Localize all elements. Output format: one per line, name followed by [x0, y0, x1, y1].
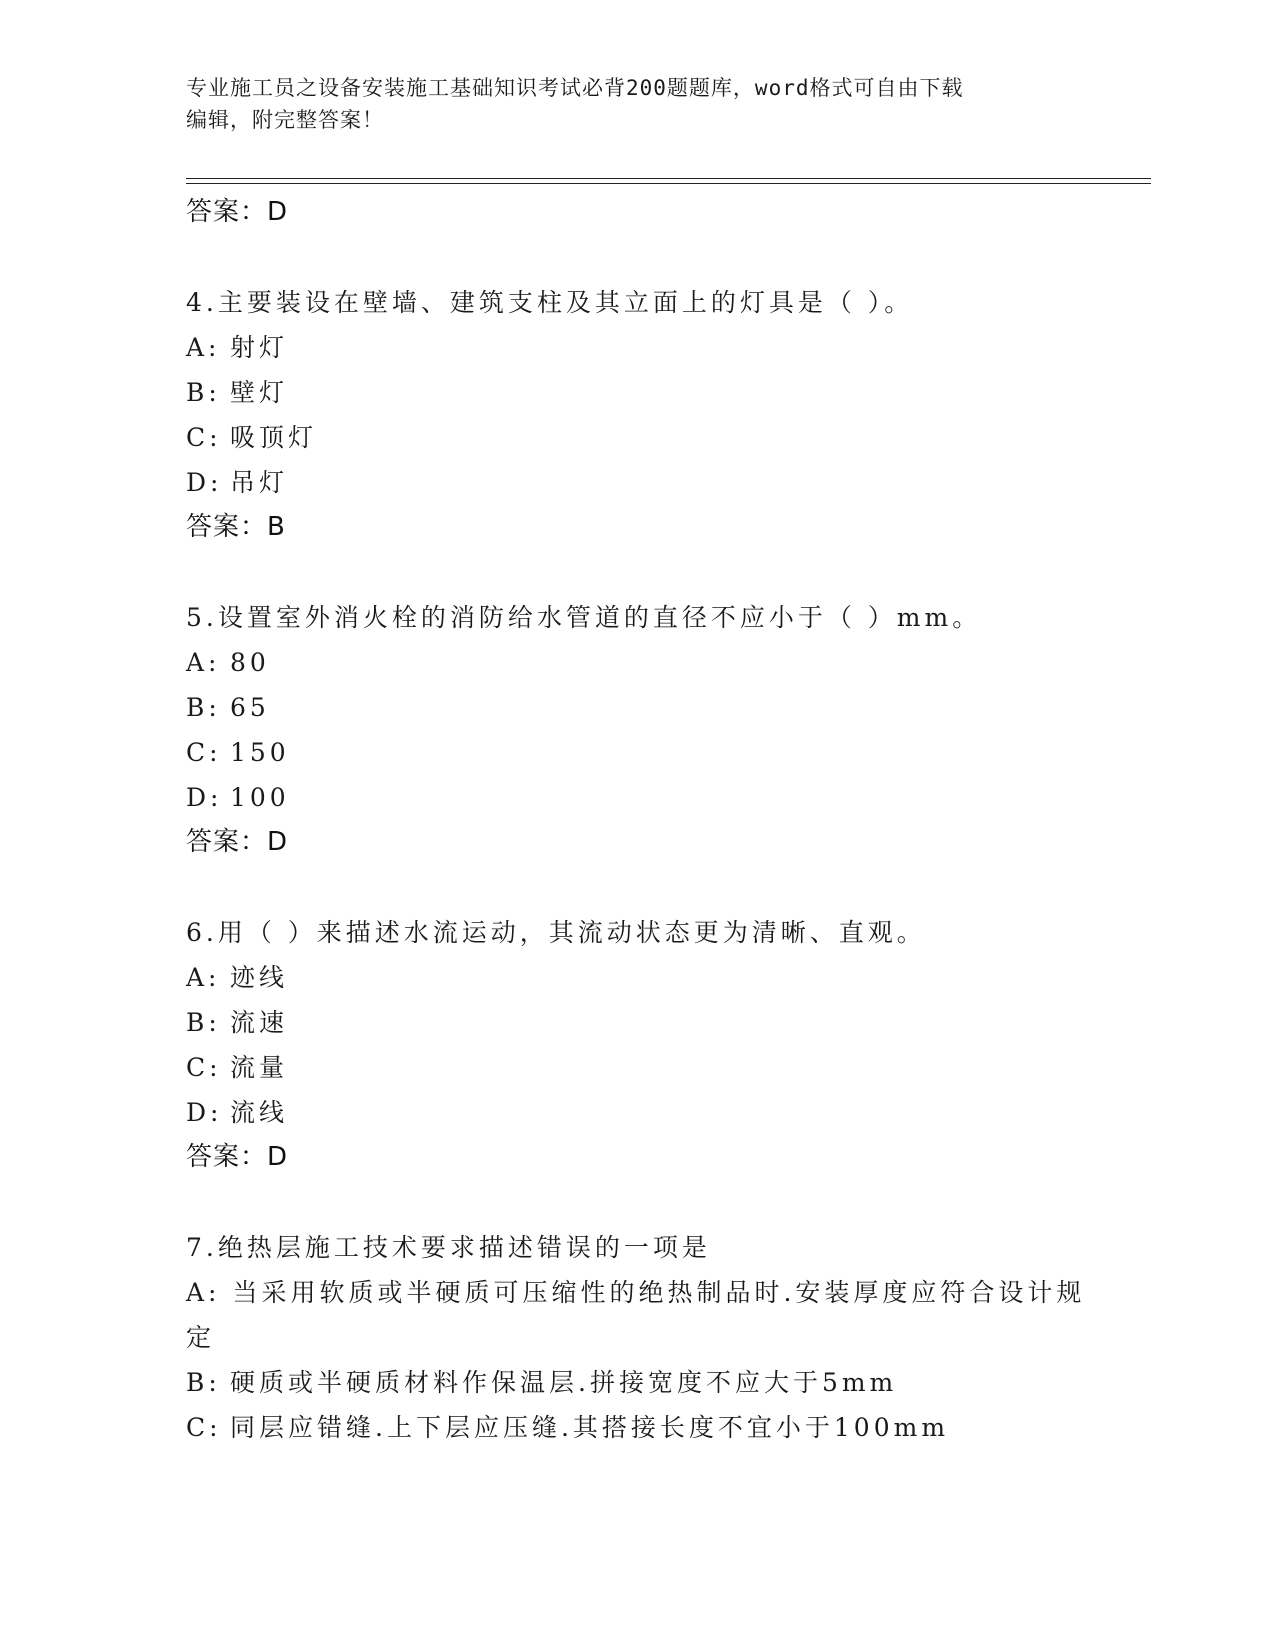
option-text: 65 [230, 693, 270, 722]
option-key: C: [186, 423, 222, 452]
option-b [186, 685, 1086, 730]
option-c [186, 730, 1086, 775]
option-key: B: [186, 1368, 221, 1397]
page-header [186, 72, 1086, 136]
option-text: 流速 [230, 1008, 289, 1037]
option-b [186, 1360, 1086, 1405]
question-6 [186, 910, 1086, 1180]
option-key: D: [186, 1098, 223, 1127]
option-key: A: [186, 963, 221, 992]
question-stem: 6.用（ ）来描述水流运动，其流动状态更为清晰、直观。 [186, 918, 926, 947]
option-b [186, 1000, 1086, 1045]
option-a [186, 955, 1086, 1000]
option-a [186, 640, 1086, 685]
option-text: 射灯 [230, 333, 289, 362]
header-rule-bottom [186, 183, 1151, 184]
option-a [186, 325, 1086, 370]
option-c [186, 1405, 1086, 1450]
option-key: B: [186, 378, 221, 407]
option-text: 当采用软质或半硬质可压缩性的绝热制品时.安装厚度应符合设计规定 [186, 1278, 1086, 1352]
option-text: 吊灯 [230, 468, 289, 497]
option-a [186, 1270, 1086, 1360]
option-text: 同层应错缝.上下层应压缝.其搭接长度不宜小于100mm [230, 1413, 950, 1442]
option-key: A: [186, 648, 221, 677]
option-key: A: [186, 1278, 221, 1307]
option-text: 硬质或半硬质材料作保温层.拼接宽度不应大于5mm [230, 1368, 898, 1397]
header-title-line-2: 编辑，附完整答案！ [186, 108, 384, 132]
option-key: B: [186, 693, 221, 722]
question-4 [186, 280, 1086, 550]
header-rule-top [186, 178, 1151, 179]
option-key: D: [186, 468, 223, 497]
option-key: A: [186, 333, 221, 362]
option-text: 流量 [230, 1053, 289, 1082]
option-text: 迹线 [230, 963, 289, 992]
question-stem: 5.设置室外消火栓的消防给水管道的直径不应小于（ ）mm。 [186, 603, 982, 632]
option-c [186, 1045, 1086, 1090]
option-text: 壁灯 [230, 378, 289, 407]
answer-line: 答案：B [186, 512, 286, 542]
option-text: 100 [230, 783, 290, 812]
option-text: 80 [230, 648, 270, 677]
question-list [186, 190, 1086, 1450]
answer-line: 答案：D [186, 827, 289, 857]
option-text: 吸顶灯 [230, 423, 318, 452]
option-key: C: [186, 738, 222, 767]
option-text: 流线 [230, 1098, 289, 1127]
answer-line: 答案：D [186, 1142, 289, 1172]
option-key: C: [186, 1053, 222, 1082]
option-d [186, 775, 1086, 820]
option-d [186, 460, 1086, 505]
option-key: D: [186, 783, 223, 812]
option-b [186, 370, 1086, 415]
question-5 [186, 595, 1086, 865]
option-key: C: [186, 1413, 222, 1442]
option-d [186, 1090, 1086, 1135]
option-key: B: [186, 1008, 221, 1037]
answer-line-prev: 答案：D [186, 197, 289, 227]
question-stem: 7.绝热层施工技术要求描述错误的一项是 [186, 1233, 711, 1262]
header-title-line-1: 专业施工员之设备安装施工基础知识考试必背200题题库，word格式可自由下载 [186, 76, 964, 100]
question-stem: 4.主要装设在壁墙、建筑支柱及其立面上的灯具是（ ）。 [186, 288, 914, 317]
option-c [186, 415, 1086, 460]
option-text: 150 [230, 738, 290, 767]
question-7 [186, 1225, 1086, 1450]
